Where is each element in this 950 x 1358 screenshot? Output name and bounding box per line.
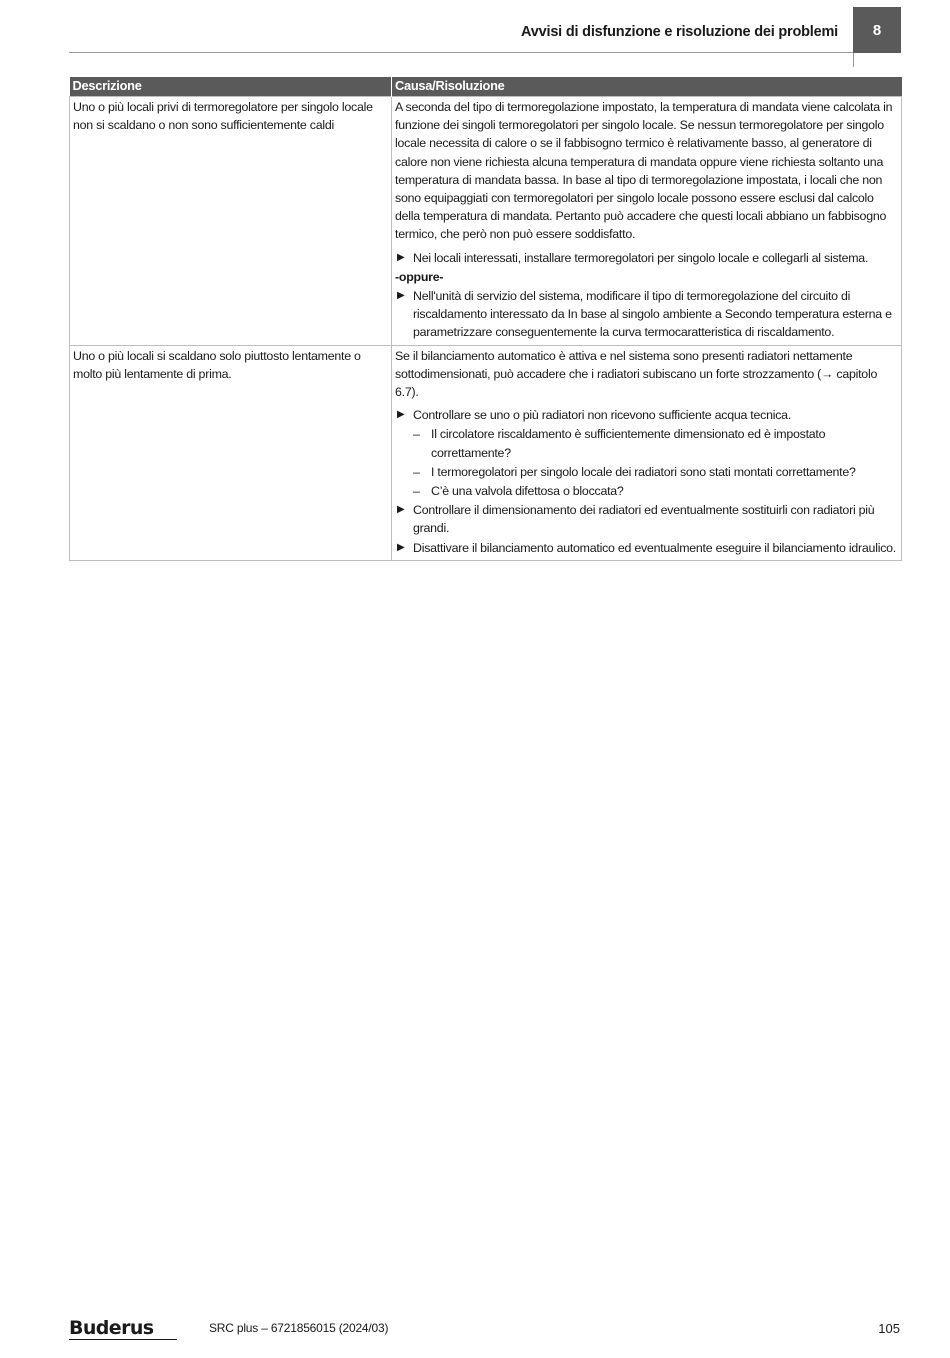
description-cell: Uno o più locali si scaldano solo piuttosto lentamente o molto più lentamente di prima. xyxy=(70,345,392,560)
chapter-tab-tick xyxy=(853,53,854,67)
cause-intro: Se il bilanciamento automatico è attiva e nel sistema sono presenti radiatori nettamente sottodimensionati, può accadere che i radiatori subiscano un forte strozzamento (→ capitolo 6.7). xyxy=(395,348,878,400)
description-cell: Uno o più locali privi di termoregolatore per singolo locale non si scaldano o non sono sufficientemente caldi xyxy=(70,97,392,346)
check-text: Il circolatore riscaldamento è sufficientemente dimensionato ed è impostato correttamente? xyxy=(431,427,826,460)
brand-logo: Buderus xyxy=(69,1317,154,1339)
triangle-bullet-icon: ▶ xyxy=(397,541,405,553)
document-reference: SRC plus – 6721856015 (2024/03) xyxy=(209,1321,389,1335)
brand-logo-underline xyxy=(69,1339,177,1340)
chapter-tab: 8 xyxy=(853,7,901,53)
action-item xyxy=(395,406,898,424)
action-text: Nei locali interessati, installare termoregolatori per singolo locale e collegarli al sistema. xyxy=(413,250,869,265)
dash-marker: – xyxy=(413,464,420,479)
triangle-bullet-icon: ▶ xyxy=(397,290,405,302)
page-number: 105 xyxy=(878,1321,900,1336)
table-row xyxy=(70,97,902,346)
header-rule xyxy=(69,52,853,53)
action-text: Disattivare il bilanciamento automatico ed eventualmente eseguire il bilanciamento idraulico. xyxy=(413,540,896,555)
triangle-bullet-icon: ▶ xyxy=(397,409,405,421)
check-text: C’è una valvola difettosa o bloccata? xyxy=(431,484,624,499)
action-text: Controllare se uno o più radiatori non ricevono sufficiente acqua tecnica. xyxy=(413,408,792,423)
column-header-description: Descrizione xyxy=(70,77,392,97)
header-title: Avvisi di disfunzione e risoluzione dei problemi xyxy=(521,24,838,40)
dash-marker: – xyxy=(413,484,420,499)
check-text: I termoregolatori per singolo locale dei radiatori sono stati montati correttamente? xyxy=(431,464,856,479)
troubleshooting-table xyxy=(69,77,902,561)
cause-cell xyxy=(392,97,902,346)
dash-marker: – xyxy=(413,427,420,442)
triangle-bullet-icon: ▶ xyxy=(397,504,405,516)
triangle-bullet-icon: ▶ xyxy=(397,251,405,263)
action-text: Controllare il dimensionamento dei radiatori ed eventualmente sostituirli con radiatori più grandi. xyxy=(413,503,875,536)
alternative-separator: -oppure- xyxy=(395,269,444,284)
cause-cell xyxy=(392,345,902,560)
check-item xyxy=(395,463,898,481)
action-item xyxy=(395,249,898,267)
table-row xyxy=(70,345,902,560)
action-item xyxy=(395,539,898,557)
action-item xyxy=(395,287,898,342)
action-item xyxy=(395,501,898,537)
action-text: Nell'unità di servizio del sistema, modificare il tipo di termoregolazione del circuito di riscaldamento interessato da In base al singolo ambiente a Secondo temperatura esterna e parametrizzare conseguentemente la curva termocaratteristica di riscaldamento. xyxy=(413,289,892,340)
column-header-cause: Causa/Risoluzione xyxy=(392,77,902,97)
check-item xyxy=(395,425,898,461)
check-item xyxy=(395,482,898,500)
cause-intro: A seconda del tipo di termoregolazione impostato, la temperatura di mandata viene calcolata in funzione dei singoli termoregolatori per singolo locale. Se nessun termoregolatore per singolo locale necessita di calore o se il fabbisogno termico è relativamente basso, al generatore di calore non viene richiesta alcuna temperatura di mandata oppure viene richiesta soltanto una temperatura di mandata bassa. In base al tipo di termoregolazione impostata, i locali che non sono equipaggiati con termoregolatori per singolo locale possono essere esclusi dal calcolo della temperatura di mandata. Pertanto può accadere che questi locali abbiano un fabbisogno termico, che però non può essere soddisfatto. xyxy=(395,100,893,242)
table-header-row xyxy=(70,77,902,97)
